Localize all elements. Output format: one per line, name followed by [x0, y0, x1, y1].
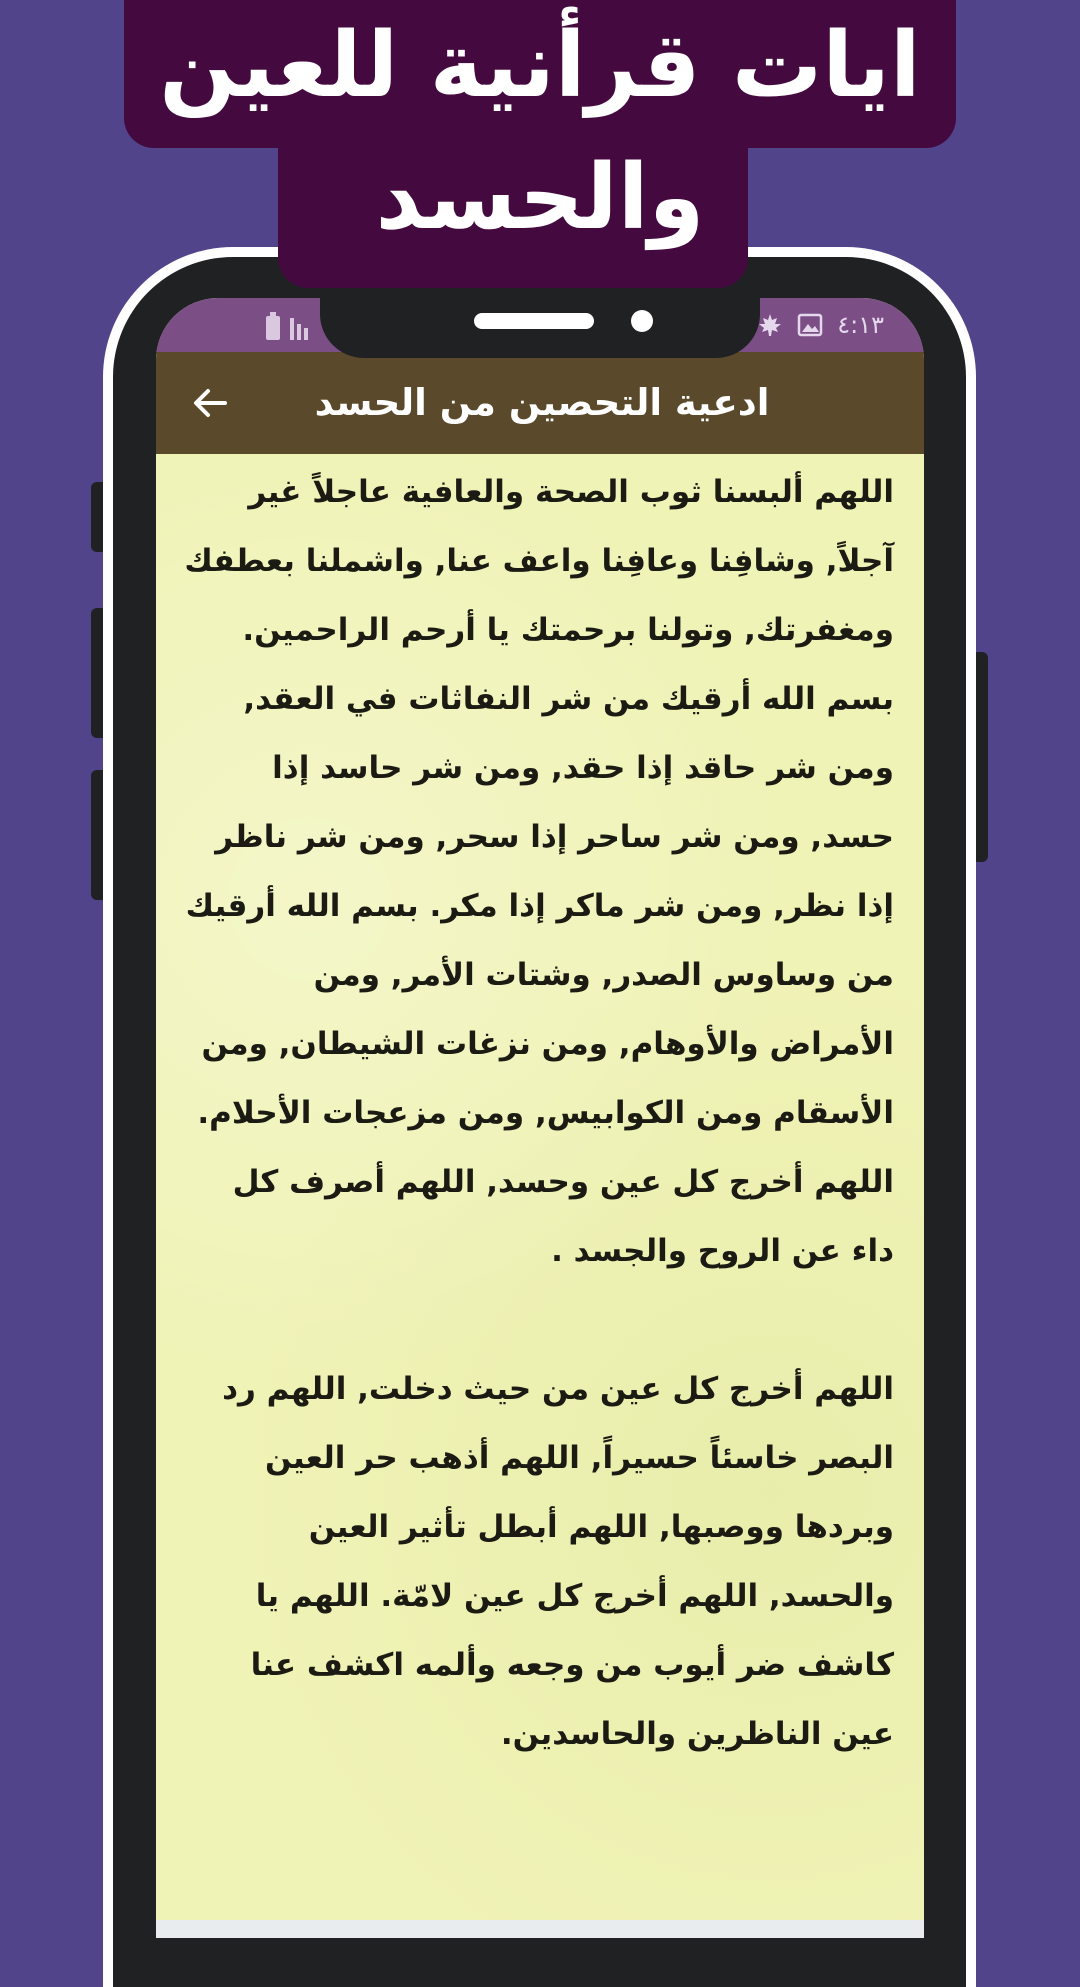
banner-title-line-2: والحسد	[375, 145, 705, 250]
banner-title	[124, 0, 956, 264]
image-icon	[797, 313, 823, 337]
duaa-text	[184, 458, 894, 1769]
status-time: ٤:١٣	[837, 311, 884, 339]
status-left-icons	[266, 310, 308, 340]
app-bar	[156, 352, 924, 454]
back-button[interactable]	[184, 378, 234, 428]
battery-icon	[266, 316, 280, 340]
app-bar-title: ادعية التحصين من الحسد	[314, 381, 770, 424]
content-scroll-area[interactable]	[156, 454, 924, 1938]
signal-icon	[290, 318, 308, 340]
duaa-paragraph-1: اللهم ألبسنا ثوب الصحة والعافية عاجلاً غير آجلاً, وشافِنا وعافِنا واعف عنا, واشملنا بعطفك ومغفرتك, وتولنا برحمتك يا أرحم الراحمين. بسم الله أرقيك من شر النفاثات في العقد, ومن شر حاقد إذا حقد, ومن شر حاسد إذا حسد, ومن شر ساحر إذا سحر, ومن شر ناظر إذا نظر, ومن شر ماكر إذا مكر. بسم الله أرقيك من وساوس الصدر, وشتات الأمر, ومن الأمراض والأوهام, ومن نزغات الشيطان, ومن الأسقام ومن الكوابيس, ومن مزعجات الأحلام. اللهم أخرج كل عين وحسد, اللهم أصرف كل داء عن الروح والجسد .	[184, 474, 894, 1269]
front-camera	[631, 310, 653, 332]
banner-title-line-1: ايات قرأنية للعين	[159, 13, 921, 118]
speaker-grille	[474, 313, 594, 329]
arrow-back-icon	[191, 387, 227, 419]
status-right-icons	[757, 306, 884, 344]
maple-leaf-icon	[757, 312, 783, 338]
screen-bottom-strip	[156, 1920, 924, 1938]
duaa-paragraph-2: اللهم أخرج كل عين من حيث دخلت, اللهم رد البصر خاسئاً حسيراً, اللهم أذهب حر العين وبردها ووصبها, اللهم أبطل تأثير العين والحسد, اللهم أخرج كل عين لامّة. اللهم يا كاشف ضر أيوب من وجعه وألمه اكشف عنا عين الناظرين والحاسدين.	[222, 1371, 894, 1752]
phone-screen	[156, 298, 924, 1938]
